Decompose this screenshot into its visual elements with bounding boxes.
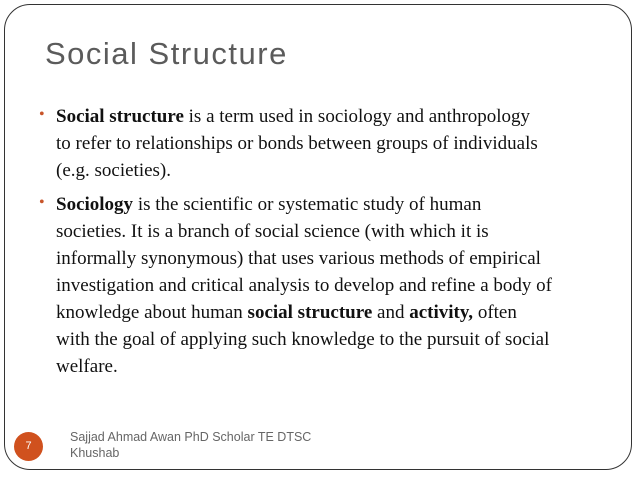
- bold-term: social structure: [247, 302, 373, 323]
- text-line: [56, 157, 552, 184]
- bullet-icon: •: [39, 106, 45, 123]
- text-run: often: [473, 302, 517, 323]
- text-run: knowledge about human: [56, 302, 248, 323]
- text-line: [56, 272, 552, 299]
- bullet-item: [39, 191, 552, 380]
- bold-term: Social structure: [56, 106, 184, 127]
- text-run: is the scientific or systematic study of human: [133, 194, 482, 215]
- bold-term: activity,: [409, 302, 474, 323]
- text-run: and: [372, 302, 410, 323]
- text-run: with the goal of applying such knowledge to the pursuit of social: [56, 329, 550, 350]
- text-run: to refer to relationships or bonds between groups of individuals: [56, 133, 538, 154]
- slide-footer: [70, 429, 311, 461]
- text-run: is a term used in sociology and anthropology: [183, 106, 531, 127]
- text-line: [39, 103, 552, 130]
- footer-location: Khushab: [70, 446, 120, 460]
- footer-author: Sajjad Ahmad Awan PhD Scholar TE DTSC: [70, 430, 312, 444]
- page-number-badge: 7: [14, 432, 43, 461]
- slide-body: [39, 103, 552, 380]
- text-run: investigation and critical analysis to develop and refine a body of: [56, 275, 552, 296]
- text-run: (e.g. societies).: [56, 160, 172, 181]
- bold-term: Sociology: [56, 194, 134, 215]
- text-line: [56, 326, 552, 353]
- bullet-item: [39, 103, 552, 184]
- text-line: [39, 191, 552, 218]
- text-run: informally synonymous) that uses various methods of empirical: [56, 248, 541, 269]
- text-run: societies. It is a branch of social science (with which it is: [56, 221, 489, 242]
- text-line: [56, 130, 552, 157]
- slide-title: Social Structure: [45, 36, 288, 71]
- text-line: [56, 353, 552, 380]
- text-run: welfare.: [56, 356, 118, 377]
- text-line: [56, 218, 552, 245]
- bullet-icon: •: [39, 194, 45, 211]
- text-line: [56, 245, 552, 272]
- text-line: [56, 299, 552, 326]
